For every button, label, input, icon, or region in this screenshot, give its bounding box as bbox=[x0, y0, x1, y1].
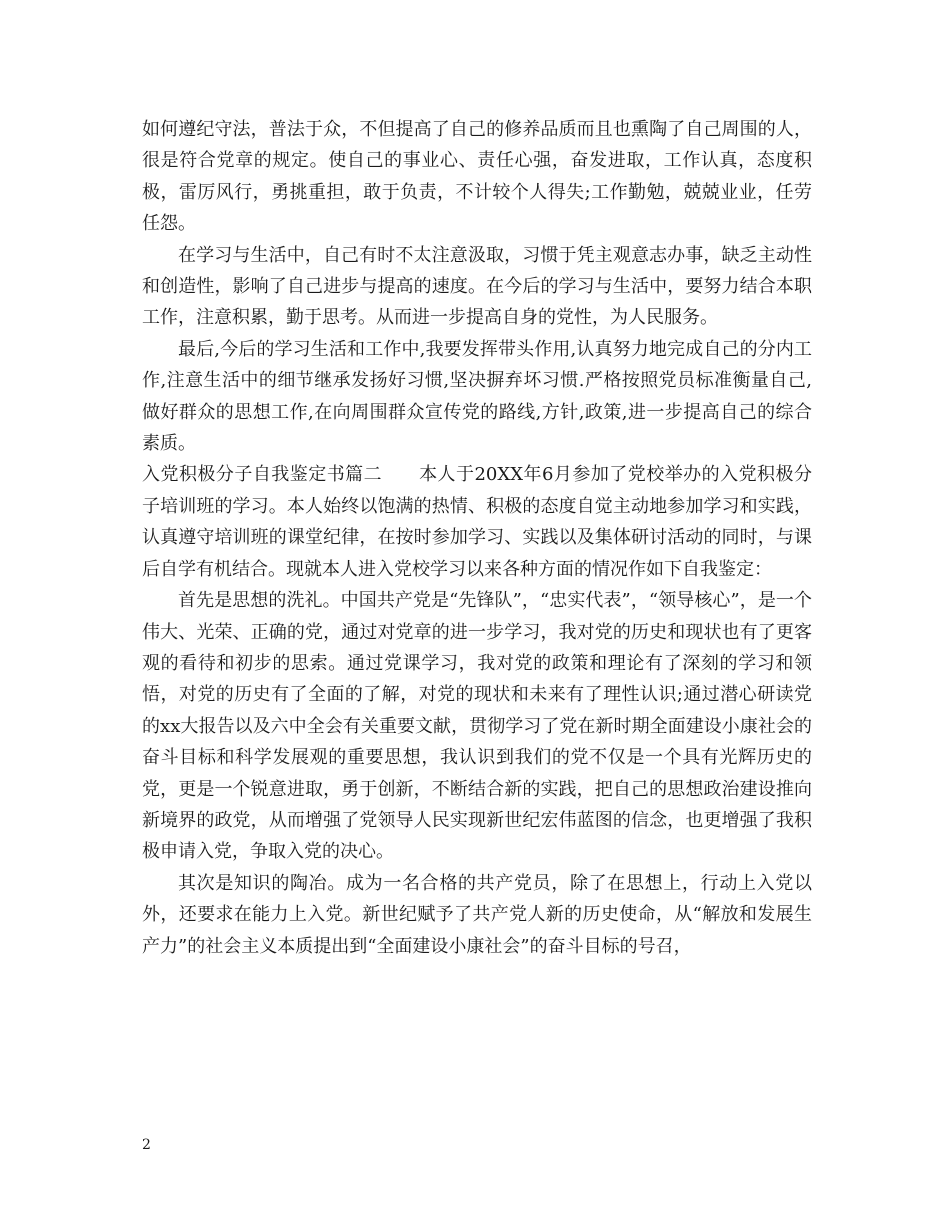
paragraph-ideology: 首先是思想的洗礼。中国共产党是“先锋队”，“忠实代表”，“领导核心”，是一个伟大、光荣、正确的党，通过对党章的进一步学习，我对党的历史和现状也有了更客观的看待和初步的思索。通过党课学习，我对党的政策和理论有了深刻的学习和领悟，对党的历史有了全面的了解，对党的现状和未来有了理性认识;通过潜心研读党的xx大报告以及六中全会有关重要文献，贯彻学习了党在新时期全面建设小康社会的奋斗目标和科学发展观的重要思想，我认识到我们的党不仅是一个具有光辉历史的党，更是一个锐意进取，勇于创新，不断结合新的实践，把自己的思想政治建设推向新境界的政党，从而增强了党领导人民实现新世纪宏伟蓝图的信念，也更增强了我积极申请入党，争取入党的决心。 bbox=[142, 590, 812, 863]
page-number: 2 bbox=[142, 1137, 151, 1153]
paragraph-section-two-intro: 入党积极分子自我鉴定书篇二 本人于20XX年6月参加了党校举办的入党积极分子培训班的学习。本人始终以饱满的热情、积极的态度自觉主动地参加学习和实践，认真遵守培训班的课堂纪律，在按时参加学习、实践以及集体研讨活动的同时，与课后自学有机结合。现就本人进入党校学习以来各种方面的情况作如下自我鉴定： bbox=[142, 464, 812, 580]
paragraph-continuation: 如何遵纪守法，普法于众，不但提高了自己的修养品质而且也熏陶了自己周围的人，很是符合党章的规定。使自己的事业心、责任心强，奋发进取，工作认真，态度积极，雷厉风行，勇挑重担，敢于负责，不计较个人得失;工作勤勉，兢兢业业，任劳任怨。 bbox=[142, 119, 812, 235]
document-body bbox=[142, 114, 812, 962]
paragraph-knowledge: 其次是知识的陶冶。成为一名合格的共产党员，除了在思想上，行动上入党以外，还要求在能力上入党。新世纪赋予了共产党人新的历史使命，从“解放和发展生产力”的社会主义本质提出到“全面建设小康社会”的奋斗目标的号召， bbox=[142, 872, 812, 957]
paragraph-conclusion: 最后,今后的学习生活和工作中,我要发挥带头作用,认真努力地完成自己的分内工作,注意生活中的细节继承发扬好习惯,坚决摒弃坏习惯.严格按照党员标准衡量自己,做好群众的思想工作,在向周围群众宣传党的路线,方针,政策,进一步提高自己的综合素质。 bbox=[142, 338, 812, 455]
paragraph-self-reflection: 在学习与生活中，自己有时不太注意汲取，习惯于凭主观意志办事，缺乏主动性和创造性，影响了自己进步与提高的速度。在今后的学习与生活中，要努力结合本职工作，注意积累，勤于思考。从而进一步提高自身的党性，为人民服务。 bbox=[142, 244, 812, 329]
